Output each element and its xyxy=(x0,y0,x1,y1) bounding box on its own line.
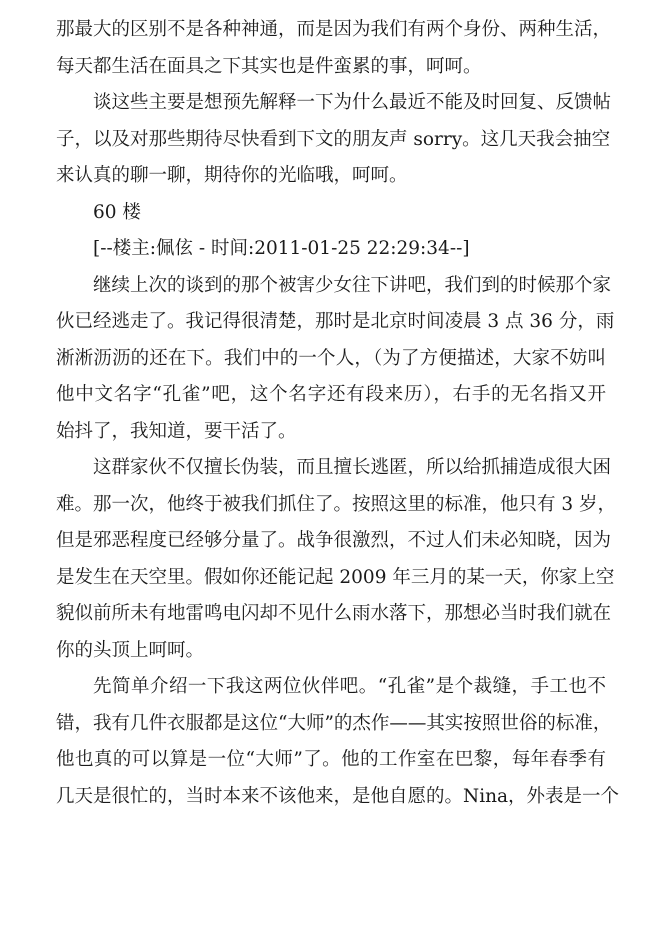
text-line-12: 始抖了，我知道，要干活了。 xyxy=(56,421,297,442)
text-line-17: 貌似前所未有地雷鸣电闪却不见什么雨水落下，那想必当时我们就在 xyxy=(56,603,612,624)
text-line-11: 他中文名字“孔雀”吧，这个名字还有段来历），右手的无名指又开 xyxy=(56,384,606,405)
text-line-8: 继续上次的谈到的那个被害少女往下讲吧，我们到的时候那个家 xyxy=(93,275,612,296)
text-line-9: 伙已经逃走了。我记得很清楚，那时是北京时间凌晨 3 点 36 分，雨 xyxy=(56,311,615,332)
text-line-13: 这群家伙不仅擅长伪装，而且擅长逃匿，所以给抓捕造成很大困 xyxy=(93,457,612,478)
text-line-21: 他也真的可以算是一位“大师”了。他的工作室在巴黎，每年春季有 xyxy=(56,749,606,770)
text-line-14: 难。那一次，他终于被我们抓住了。按照这里的标准，他只有 3 岁， xyxy=(56,494,617,515)
floor-number: 60 楼 xyxy=(93,202,141,223)
text-line-1: 那最大的区别不是各种神通，而是因为我们有两个身份、两种生活， xyxy=(56,19,612,40)
text-line-2: 每天都生活在面具之下其实也是件蛮累的事，呵呵。 xyxy=(56,56,482,77)
text-line-18: 你的头顶上呵呵。 xyxy=(56,640,205,661)
text-line-16: 是发生在天空里。假如你还能记起 2009 年三月的某一天，你家上空 xyxy=(56,567,615,588)
text-line-4: 子，以及对那些期待尽快看到下文的朋友声 sorry。这几天我会抽空 xyxy=(56,129,611,150)
text-line-10: 淅淅沥沥的还在下。我们中的一个人，（为了方便描述，大家不妨叫 xyxy=(56,348,606,369)
post-header: [--楼主:佩伭 - 时间:2011-01-25 22:29:34--] xyxy=(93,238,470,259)
text-line-22: 几天是很忙的，当时本来不该他来，是他自愿的。Nina，外表是一个 xyxy=(56,786,620,807)
text-line-5: 来认真的聊一聊，期待你的光临哦，呵呵。 xyxy=(56,165,408,186)
text-line-15: 但是邪恶程度已经够分量了。战争很激烈，不过人们未必知晓，因为 xyxy=(56,530,612,551)
text-line-20: 错，我有几件衣服都是这位“大师”的杰作——其实按照世俗的标准， xyxy=(56,713,612,734)
text-line-3: 谈这些主要是想预先解释一下为什么最近不能及时回复、反馈帖 xyxy=(93,92,612,113)
text-line-19: 先简单介绍一下我这两位伙伴吧。“孔雀”是个裁缝，手工也不 xyxy=(93,676,606,697)
